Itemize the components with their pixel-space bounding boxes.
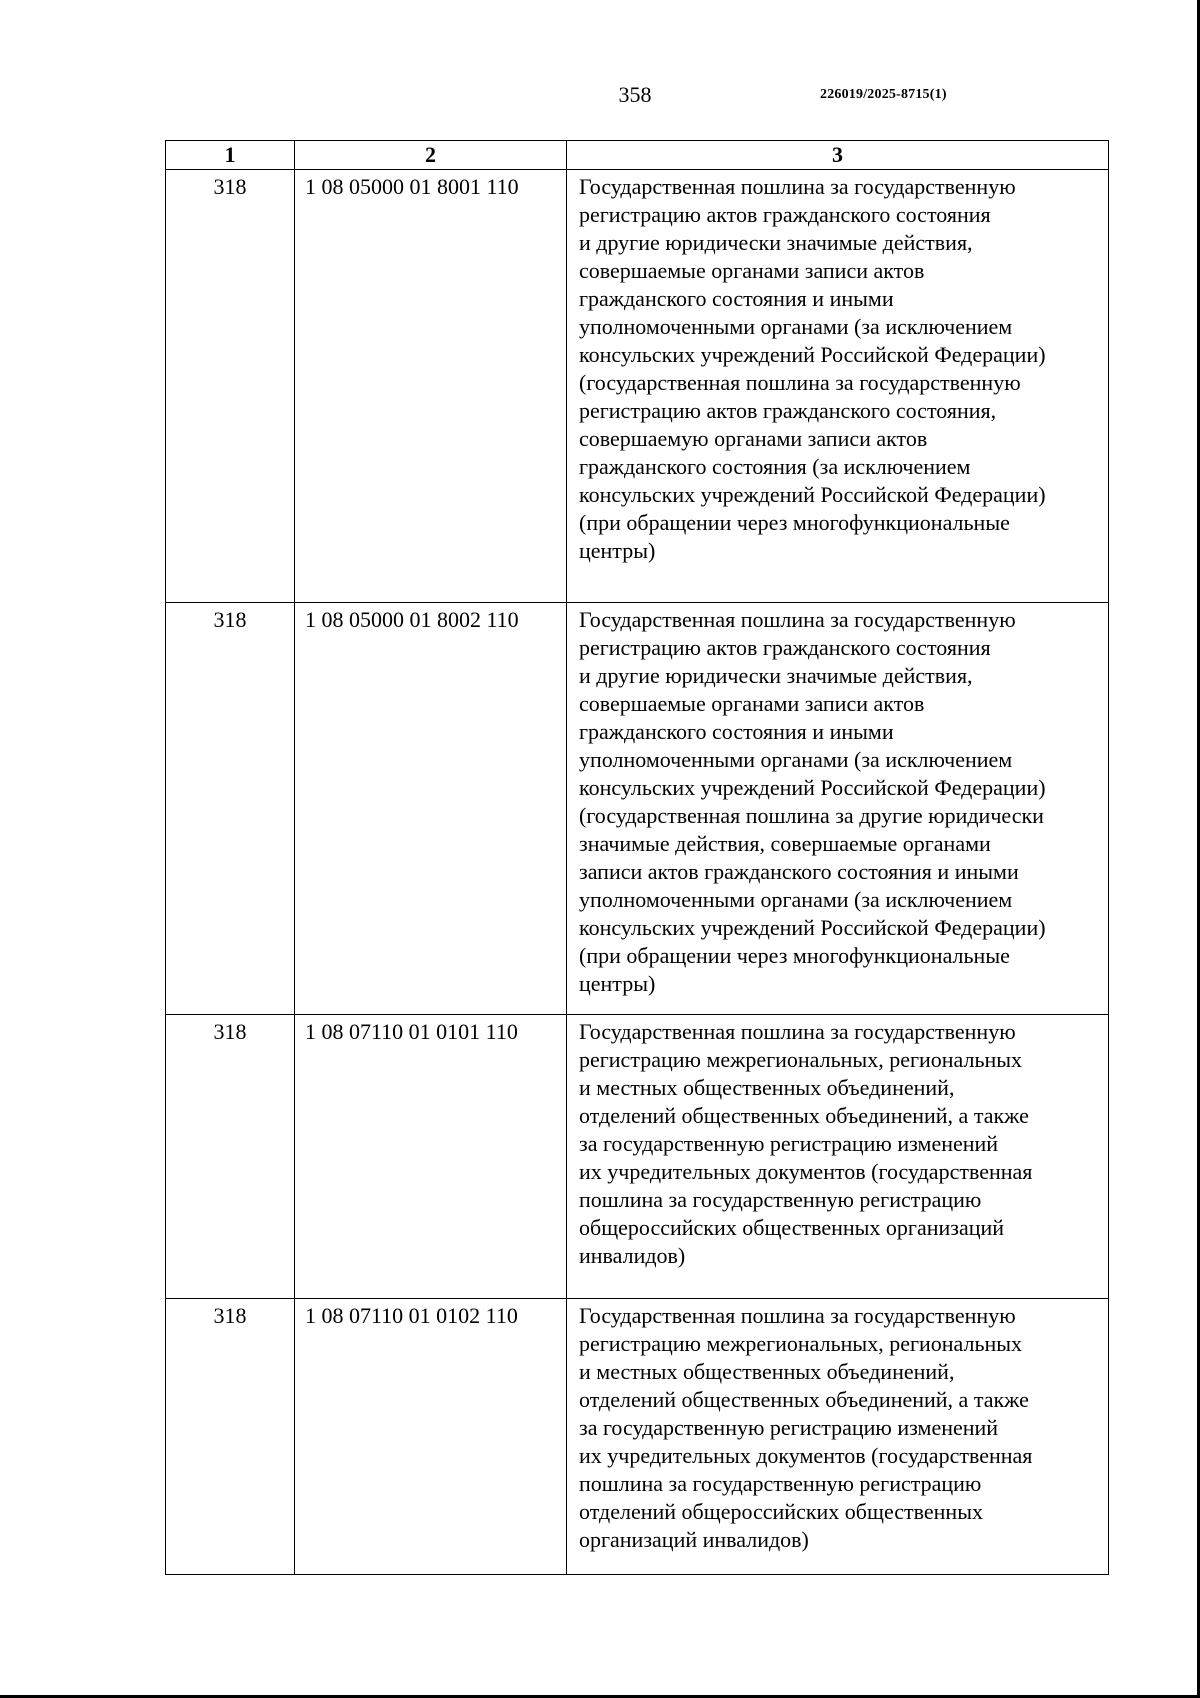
description-line: и другие юридически значимые действия, xyxy=(579,663,973,688)
description-line: отделений общественных объединений, а также xyxy=(579,1103,1029,1128)
admin-code-cell: 318 xyxy=(166,170,295,603)
description-line: консульских учреждений Российской Федерации) xyxy=(579,482,1046,507)
admin-code-cell: 318 xyxy=(166,1015,295,1299)
description-line: уполномоченными органами (за исключением xyxy=(579,747,1013,772)
description-line: их учредительных документов (государственная xyxy=(579,1443,1033,1468)
description-line: (при обращении через многофункциональные xyxy=(579,943,1010,968)
description-line: общероссийских общественных организаций xyxy=(579,1215,1005,1240)
description-line: регистрацию актов гражданского состояния xyxy=(579,635,991,660)
revenue-code-cell: 1 08 07110 01 0102 110 xyxy=(295,1299,567,1575)
description-line: (государственная пошлина за другие юридически xyxy=(579,803,1044,828)
description-line: пошлина за государственную регистрацию xyxy=(579,1187,982,1212)
description-cell xyxy=(567,1015,1109,1299)
column-header-2: 2 xyxy=(295,141,567,170)
admin-code-cell: 318 xyxy=(166,603,295,1015)
description-cell xyxy=(567,1299,1109,1575)
description-line: записи актов гражданского состояния и иными xyxy=(579,859,1019,884)
description-line: консульских учреждений Российской Федерации) xyxy=(579,342,1046,367)
description-line: совершаемую органами записи актов xyxy=(579,426,928,451)
description-line: гражданского состояния и иными xyxy=(579,719,894,744)
revenue-code-cell: 1 08 05000 01 8001 110 xyxy=(295,170,567,603)
description-line: консульских учреждений Российской Федерации) xyxy=(579,915,1046,940)
description-line: центры) xyxy=(579,538,656,563)
table-row xyxy=(166,1299,1109,1575)
description-line: совершаемые органами записи актов xyxy=(579,258,925,283)
description-line: Государственная пошлина за государственную xyxy=(579,1019,1016,1044)
revenue-code-cell: 1 08 07110 01 0101 110 xyxy=(295,1015,567,1299)
description-line: пошлина за государственную регистрацию xyxy=(579,1471,982,1496)
table-row xyxy=(166,170,1109,603)
description-cell xyxy=(567,603,1109,1015)
description-line: регистрацию актов гражданского состояния, xyxy=(579,398,997,423)
description-line: и местных общественных объединений, xyxy=(579,1075,955,1100)
description-line: за государственную регистрацию изменений xyxy=(579,1415,999,1440)
description-line: за государственную регистрацию изменений xyxy=(579,1131,999,1156)
description-line: Государственная пошлина за государственную xyxy=(579,174,1016,199)
description-line: отделений общественных объединений, а также xyxy=(579,1387,1029,1412)
description-line: регистрацию межрегиональных, региональных xyxy=(579,1331,1023,1356)
description-line: Государственная пошлина за государственную xyxy=(579,1303,1016,1328)
description-line: значимые действия, совершаемые органами xyxy=(579,831,991,856)
description-line: уполномоченными органами (за исключением xyxy=(579,314,1013,339)
table-row xyxy=(166,603,1109,1015)
document-id: 226019/2025-8715(1) xyxy=(820,87,947,102)
description-line: и другие юридически значимые действия, xyxy=(579,230,973,255)
description-line: инвалидов) xyxy=(579,1243,686,1268)
description-line: организаций инвалидов) xyxy=(579,1527,809,1552)
description-line: отделений общероссийских общественных xyxy=(579,1499,983,1524)
description-line: консульских учреждений Российской Федерации) xyxy=(579,775,1046,800)
description-line: центры) xyxy=(579,971,656,996)
page-number: 358 xyxy=(618,82,652,107)
description-line: (при обращении через многофункциональные xyxy=(579,510,1010,535)
table-row xyxy=(166,1015,1109,1299)
description-line: уполномоченными органами (за исключением xyxy=(579,887,1013,912)
description-line: регистрацию межрегиональных, региональных xyxy=(579,1047,1023,1072)
description-line: (государственная пошлина за государственную xyxy=(579,370,1021,395)
description-line: и местных общественных объединений, xyxy=(579,1359,955,1384)
revenue-codes-table xyxy=(165,140,1109,1575)
description-line: их учредительных документов (государственная xyxy=(579,1159,1033,1184)
admin-code-cell: 318 xyxy=(166,1299,295,1575)
column-header-3: 3 xyxy=(567,141,1109,170)
table-header-row xyxy=(166,141,1109,170)
description-line: регистрацию актов гражданского состояния xyxy=(579,202,991,227)
description-cell xyxy=(567,170,1109,603)
description-line: гражданского состояния (за исключением xyxy=(579,454,971,479)
description-line: гражданского состояния и иными xyxy=(579,286,894,311)
description-line: совершаемые органами записи актов xyxy=(579,691,925,716)
revenue-code-cell: 1 08 05000 01 8002 110 xyxy=(295,603,567,1015)
column-header-1: 1 xyxy=(166,141,295,170)
description-line: Государственная пошлина за государственную xyxy=(579,607,1016,632)
